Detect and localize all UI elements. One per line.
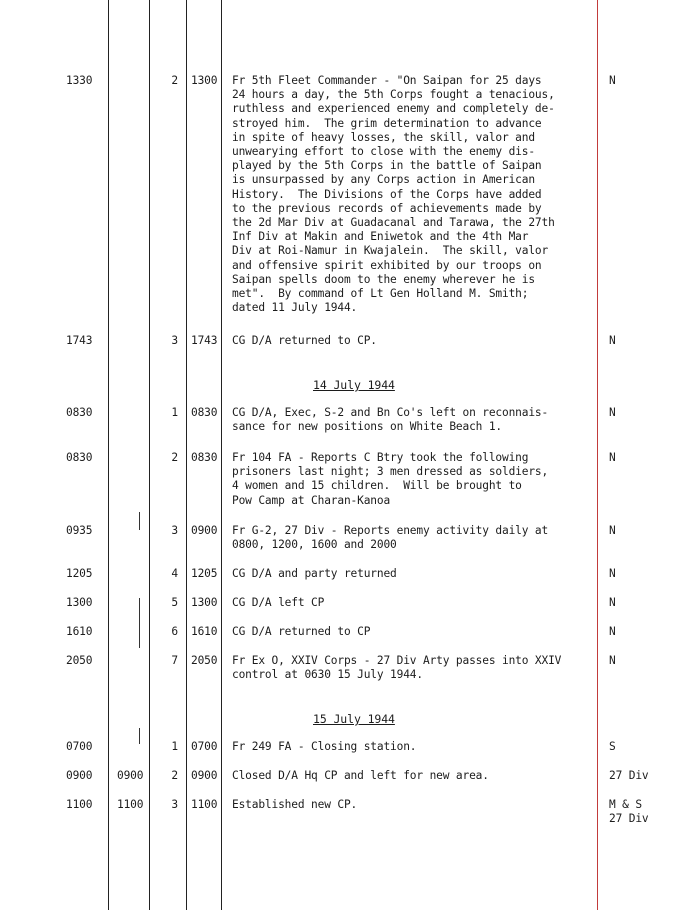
serial-cell: 3: [171, 798, 178, 811]
date-heading: 14 July 1944: [313, 378, 395, 392]
time-in-cell: 1330: [66, 74, 93, 87]
message-text-cell: CG D/A left CP: [232, 596, 325, 609]
action-cell: N: [609, 406, 616, 419]
serial-cell: 2: [171, 74, 178, 87]
action-cell: N: [609, 625, 616, 638]
message-time-cell: 1300: [191, 596, 218, 609]
message-text-cell: Fr 5th Fleet Commander - "On Saipan for 25 days 24 hours a day, the 5th Corps fought a tenacious, ruthless and experienced enemy and completely de- stroyed him. The grim determination to advance in spite of heavy losses, the skill, valor and unwearying effort to close with the enemy dis- played by the 5th Corps in the battle of Saipan is unsurpassed by any Corps action in American History. The Divisions of the Corps have added to the previous records of achievements made by the 2d Mar Div at Guadacanal and Tarawa, the 27th Inf Div at Makin and Eniwetok and the 4th Mar Div at Roi-Namur in Kwajalein. The skill, valor and offensive spirit exhibited by our troops on Saipan spells doom to the enemy wherever he is met". By command of Lt Gen Holland M. Smith; dated 11 July 1944.: [232, 74, 555, 315]
message-text-cell: CG D/A, Exec, S-2 and Bn Co's left on reconnais- sance for new positions on White Beach 1.: [232, 406, 549, 434]
action-cell: S: [609, 740, 616, 753]
action-cell: N: [609, 524, 616, 537]
message-text-cell: Fr 249 FA - Closing station.: [232, 740, 417, 753]
message-time-cell: 1100: [191, 798, 218, 811]
serial-cell: 6: [171, 625, 178, 638]
action-cell: N: [609, 74, 616, 87]
message-time-cell: 2050: [191, 654, 218, 667]
message-text-cell: CG D/A and party returned: [232, 567, 397, 580]
pencil-mark: [139, 728, 140, 744]
serial-cell: 3: [171, 334, 178, 347]
message-time-cell: 0830: [191, 406, 218, 419]
time-in-cell: 1205: [66, 567, 93, 580]
pencil-mark: [139, 598, 140, 648]
message-text-cell: Fr G-2, 27 Div - Reports enemy activity daily at 0800, 1200, 1600 and 2000: [232, 524, 549, 552]
time-in-cell: 0830: [66, 406, 93, 419]
message-time-cell: 0700: [191, 740, 218, 753]
message-time-cell: 1610: [191, 625, 218, 638]
time-in-cell: 1300: [66, 596, 93, 609]
message-time-cell: 0830: [191, 451, 218, 464]
message-text-cell: CG D/A returned to CP.: [232, 334, 377, 347]
action-cell: N: [609, 654, 616, 667]
time-in-cell: 2050: [66, 654, 93, 667]
message-time-cell: 0900: [191, 769, 218, 782]
action-cell: N: [609, 596, 616, 609]
action-cell: N: [609, 567, 616, 580]
message-time-cell: 1300: [191, 74, 218, 87]
serial-cell: 3: [171, 524, 178, 537]
column-rule: [221, 0, 222, 910]
message-time-cell: 1743: [191, 334, 218, 347]
time-in-cell: 0830: [66, 451, 93, 464]
action-cell: N: [609, 334, 616, 347]
column-rule: [108, 0, 109, 910]
action-cell: 27 Div: [609, 769, 649, 782]
action-cell: N: [609, 451, 616, 464]
time-in-cell: 0935: [66, 524, 93, 537]
time-in-cell: 1743: [66, 334, 93, 347]
serial-cell: 2: [171, 451, 178, 464]
serial-cell: 1: [171, 406, 178, 419]
message-text-cell: Established new CP.: [232, 798, 358, 811]
time-in-cell: 1100: [66, 798, 93, 811]
date-heading: 15 July 1944: [313, 712, 395, 726]
time-out-cell: 1100: [117, 798, 144, 811]
column-rule: [597, 0, 598, 910]
time-in-cell: 1610: [66, 625, 93, 638]
column-rule: [186, 0, 187, 910]
time-out-cell: 0900: [117, 769, 144, 782]
message-time-cell: 1205: [191, 567, 218, 580]
message-text-cell: Closed D/A Hq CP and left for new area.: [232, 769, 489, 782]
message-text-cell: Fr Ex O, XXIV Corps - 27 Div Arty passes into XXIV control at 0630 15 July 1944.: [232, 654, 562, 682]
serial-cell: 1: [171, 740, 178, 753]
action-cell: M & S 27 Div: [609, 798, 649, 826]
message-text-cell: CG D/A returned to CP: [232, 625, 371, 638]
message-time-cell: 0900: [191, 524, 218, 537]
serial-cell: 2: [171, 769, 178, 782]
serial-cell: 4: [171, 567, 178, 580]
time-in-cell: 0700: [66, 740, 93, 753]
message-text-cell: Fr 104 FA - Reports C Btry took the following prisoners last night; 3 men dressed as soldiers, 4 women and 15 children. Will be brought to Pow Camp at Charan-Kanoa: [232, 451, 549, 507]
serial-cell: 7: [171, 654, 178, 667]
pencil-mark: [139, 512, 140, 530]
serial-cell: 5: [171, 596, 178, 609]
time-in-cell: 0900: [66, 769, 93, 782]
